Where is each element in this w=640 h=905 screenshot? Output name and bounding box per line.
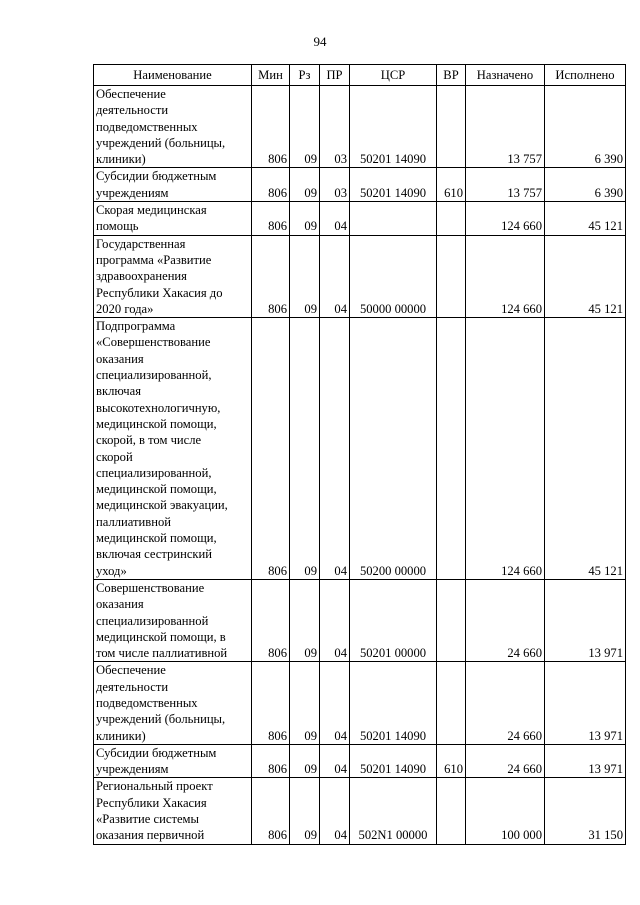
cell-name-line: «Развитие системы: [96, 812, 199, 827]
cell-rz: 09: [290, 86, 320, 168]
cell-vr: [437, 235, 466, 317]
cell-name-line: учреждениям: [96, 762, 169, 777]
cell-csr: 50201 14090: [350, 662, 437, 744]
cell-name-line: клиники): [96, 728, 146, 743]
table-row: [94, 318, 626, 580]
cell-rz: 09: [290, 579, 320, 661]
cell-min: 806: [252, 579, 290, 661]
cell-name-line: включая сестринский: [96, 547, 213, 562]
cell-assigned: 24 660: [466, 744, 545, 778]
cell-assigned: 13 757: [466, 86, 545, 168]
table-row: [94, 778, 626, 844]
cell-name-line: Региональный проект: [96, 779, 213, 794]
cell-min: 806: [252, 168, 290, 202]
cell-name: [94, 744, 252, 778]
page-number: 94: [313, 34, 327, 49]
cell-min: 806: [252, 235, 290, 317]
cell-min: 806: [252, 662, 290, 744]
cell-name-line: скорой: [96, 449, 133, 464]
cell-executed: 6 390: [545, 168, 626, 202]
cell-pr: 03: [320, 86, 350, 168]
cell-name-line: 2020 года»: [96, 301, 154, 316]
cell-executed: 13 971: [545, 662, 626, 744]
cell-csr: 50201 00000: [350, 579, 437, 661]
cell-pr: 03: [320, 168, 350, 202]
cell-name-line: специализированной,: [96, 465, 212, 480]
cell-name-line: учреждениям: [96, 185, 169, 200]
cell-assigned: 124 660: [466, 235, 545, 317]
budget-table: [93, 64, 626, 845]
cell-executed: 6 390: [545, 86, 626, 168]
header-executed: Исполнено: [545, 65, 626, 86]
cell-assigned: 124 660: [466, 318, 545, 580]
cell-executed: 31 150: [545, 778, 626, 844]
cell-name-line: Обеспечение: [96, 663, 166, 678]
cell-name-line: специализированной,: [96, 368, 212, 383]
cell-executed: 45 121: [545, 318, 626, 580]
cell-rz: 09: [290, 662, 320, 744]
cell-rz: 09: [290, 318, 320, 580]
cell-name-line: оказания первичной: [96, 828, 205, 843]
table-row: [94, 168, 626, 202]
header-rz: Рз: [290, 65, 320, 86]
cell-name-line: медицинской помощи,: [96, 416, 217, 431]
cell-name: [94, 778, 252, 844]
cell-name-line: учреждений (больницы,: [96, 712, 226, 727]
cell-name-line: Республики Хакасия до: [96, 285, 223, 300]
cell-pr: 04: [320, 744, 350, 778]
table-row: [94, 579, 626, 661]
cell-name-line: высокотехнологичную,: [96, 400, 221, 415]
cell-rz: 09: [290, 202, 320, 236]
header-pr: ПР: [320, 65, 350, 86]
cell-name-line: медицинской помощи,: [96, 482, 217, 497]
cell-name-line: клиники): [96, 152, 146, 167]
table-row: [94, 235, 626, 317]
cell-name: [94, 168, 252, 202]
cell-name-line: Обеспечение: [96, 87, 166, 101]
cell-rz: 09: [290, 778, 320, 844]
cell-min: 806: [252, 318, 290, 580]
cell-pr: 04: [320, 579, 350, 661]
cell-assigned: 124 660: [466, 202, 545, 236]
cell-csr: [350, 202, 437, 236]
cell-name-line: специализированной: [96, 613, 209, 628]
cell-executed: 13 971: [545, 744, 626, 778]
cell-vr: [437, 579, 466, 661]
cell-name-line: Подпрограмма: [96, 319, 176, 334]
cell-name-line: помощь: [96, 219, 139, 234]
cell-name-line: медицинской помощи,: [96, 531, 217, 546]
cell-rz: 09: [290, 168, 320, 202]
cell-name: [94, 202, 252, 236]
cell-vr: [437, 202, 466, 236]
cell-vr: 610: [437, 168, 466, 202]
cell-rz: 09: [290, 744, 320, 778]
cell-csr: 50201 14090: [350, 168, 437, 202]
table-row: [94, 662, 626, 744]
cell-pr: 04: [320, 202, 350, 236]
cell-name-line: «Совершенствование: [96, 335, 211, 350]
table-row: [94, 86, 626, 168]
cell-assigned: 24 660: [466, 579, 545, 661]
header-min: Мин: [252, 65, 290, 86]
cell-csr: 502N1 00000: [350, 778, 437, 844]
cell-name: [94, 318, 252, 580]
table-row: [94, 744, 626, 778]
header-assigned: Назначено: [466, 65, 545, 86]
cell-min: 806: [252, 86, 290, 168]
cell-name-line: оказания: [96, 597, 144, 612]
cell-name-line: паллиативной: [96, 514, 171, 529]
cell-csr: 50201 14090: [350, 86, 437, 168]
cell-vr: [437, 318, 466, 580]
cell-pr: 04: [320, 778, 350, 844]
cell-name-line: подведомственных: [96, 695, 198, 710]
cell-name-line: Совершенствование: [96, 580, 205, 595]
cell-name-line: Субсидии бюджетным: [96, 745, 217, 760]
cell-name: [94, 235, 252, 317]
cell-name-line: деятельности: [96, 103, 169, 118]
cell-name-line: программа «Развитие: [96, 252, 212, 267]
cell-min: 806: [252, 778, 290, 844]
cell-name: [94, 579, 252, 661]
cell-name-line: учреждений (больницы,: [96, 135, 226, 150]
table-header-row: [94, 65, 626, 86]
cell-csr: 50000 00000: [350, 235, 437, 317]
cell-rz: 09: [290, 235, 320, 317]
cell-name-line: Скорая медицинская: [96, 203, 207, 218]
cell-executed: 45 121: [545, 235, 626, 317]
cell-name-line: подведомственных: [96, 119, 198, 134]
cell-vr: [437, 662, 466, 744]
cell-name-line: деятельности: [96, 679, 169, 694]
cell-csr: 50201 14090: [350, 744, 437, 778]
cell-executed: 13 971: [545, 579, 626, 661]
cell-name-line: уход»: [96, 563, 127, 578]
cell-vr: [437, 778, 466, 844]
cell-vr: [437, 86, 466, 168]
cell-assigned: 13 757: [466, 168, 545, 202]
table-row: [94, 202, 626, 236]
cell-assigned: 24 660: [466, 662, 545, 744]
cell-name-line: скорой, в том числе: [96, 433, 202, 448]
cell-name: [94, 662, 252, 744]
cell-pr: 04: [320, 662, 350, 744]
cell-name-line: том числе паллиативной: [96, 646, 228, 661]
header-csr: ЦСР: [350, 65, 437, 86]
cell-name-line: Субсидии бюджетным: [96, 169, 217, 184]
cell-name-line: медицинской помощи, в: [96, 629, 226, 644]
cell-assigned: 100 000: [466, 778, 545, 844]
cell-csr: 50200 00000: [350, 318, 437, 580]
cell-name-line: медицинской эвакуации,: [96, 498, 228, 513]
cell-min: 806: [252, 744, 290, 778]
cell-pr: 04: [320, 235, 350, 317]
cell-name-line: Республики Хакасия: [96, 795, 207, 810]
cell-pr: 04: [320, 318, 350, 580]
cell-name: [94, 86, 252, 168]
cell-vr: 610: [437, 744, 466, 778]
header-name: Наименование: [94, 65, 252, 86]
cell-name-line: Государственная: [96, 236, 186, 251]
cell-name-line: включая: [96, 384, 141, 399]
cell-executed: 45 121: [545, 202, 626, 236]
cell-min: 806: [252, 202, 290, 236]
cell-name-line: оказания: [96, 351, 144, 366]
header-vr: ВР: [437, 65, 466, 86]
cell-name-line: здравоохранения: [96, 269, 187, 284]
